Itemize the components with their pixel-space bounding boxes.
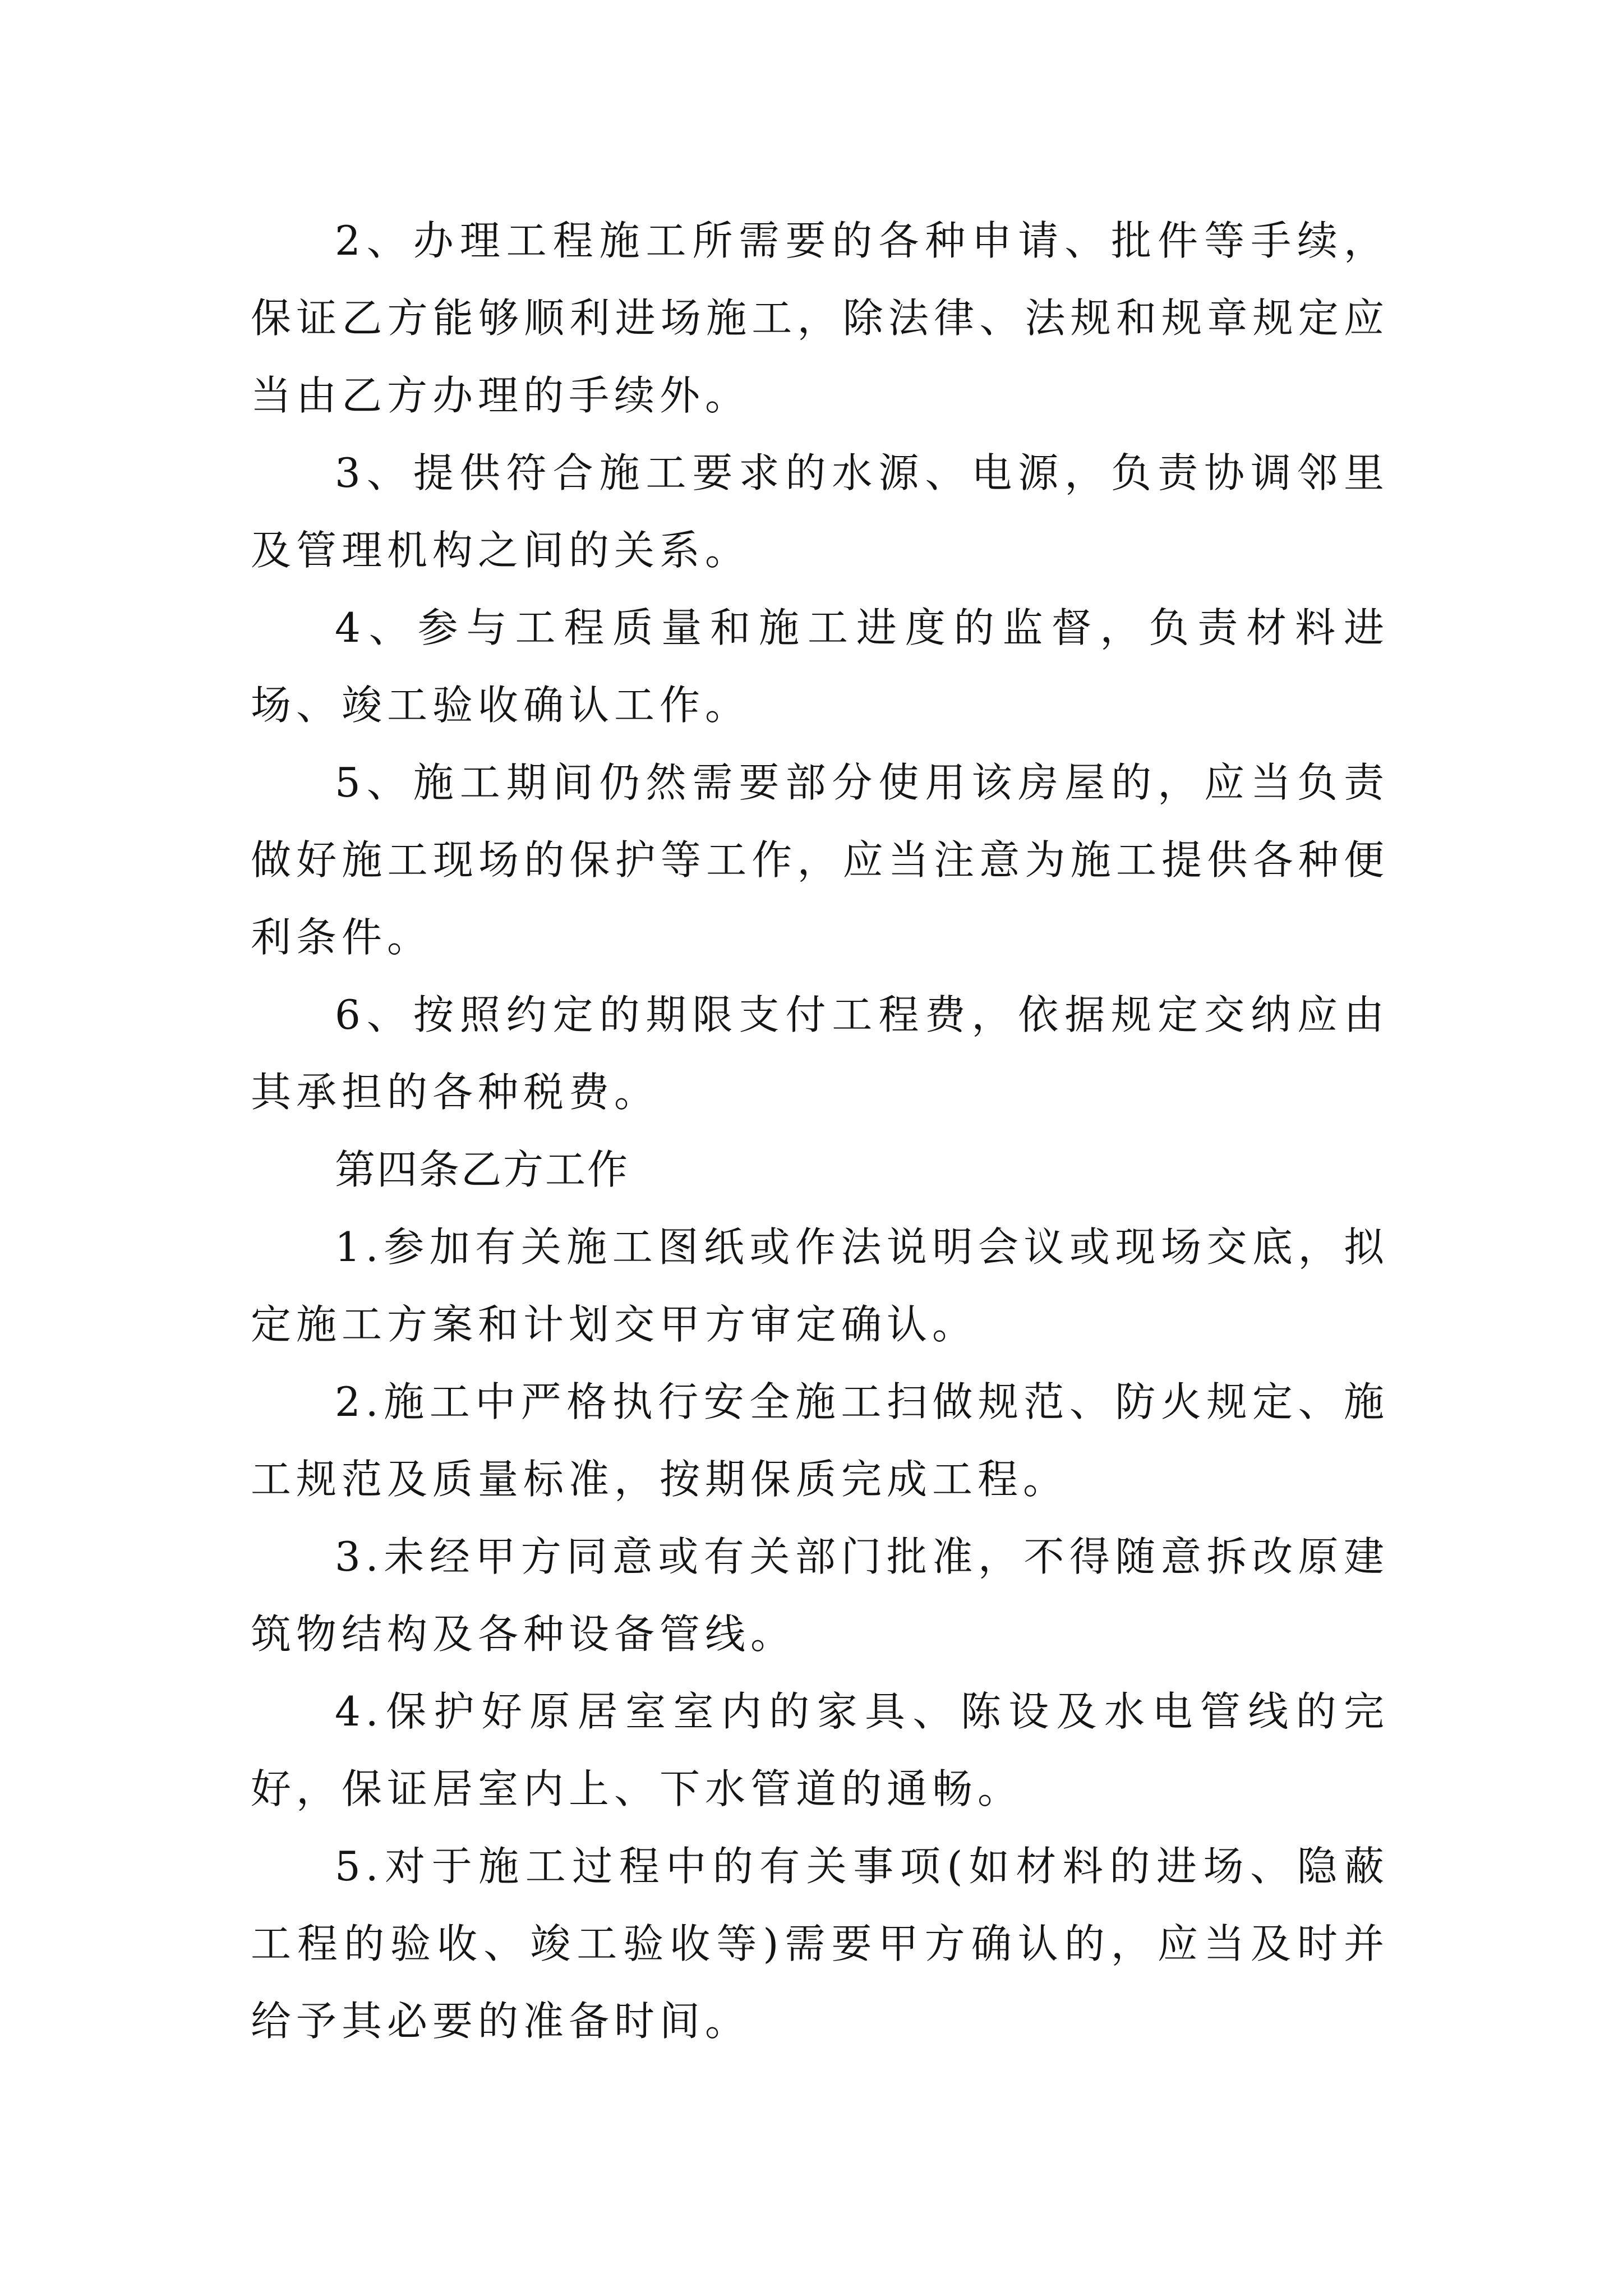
paragraph-party-b-item-5: 5.对于施工过程中的有关事项(如材料的进场、隐蔽工程的验收、竣工验收等)需要甲方确认的，应当及时并给予其必要的准备时间。 [251,1843,1389,2045]
paragraph-party-a-item-3: 3、提供符合施工要求的水源、电源，负责协调邻里及管理机构之间的关系。 [251,449,1389,574]
paragraph-party-a-item-5: 5、施工期间仍然需要部分使用该房屋的，应当负责做好施工现场的保护等工作，应当注意为施工提供各种便利条件。 [251,759,1389,961]
paragraph-party-a-item-6: 6、按照约定的期限支付工程费，依据规定交纳应由其承担的各种税费。 [251,991,1389,1116]
section-heading-article-4: 第四条乙方工作 [335,1146,630,1193]
paragraph-party-a-item-2: 2、办理工程施工所需要的各种申请、批件等手续，保证乙方能够顺利进场施工，除法律、法规和规章规定应当由乙方办理的手续外。 [251,217,1389,419]
paragraph-party-b-item-1: 1.参加有关施工图纸或作法说明会议或现场交底，拟定施工方案和计划交甲方审定确认。 [251,1223,1389,1348]
document-body [251,202,1389,2060]
paragraph-party-b-item-4: 4.保护好原居室室内的家具、陈设及水电管线的完好，保证居室内上、下水管道的通畅。 [251,1688,1389,1812]
paragraph-party-b-item-2: 2.施工中严格执行安全施工扫做规范、防火规定、施工规范及质量标准，按期保质完成工程。 [251,1378,1389,1503]
paragraph-party-a-item-4: 4、参与工程质量和施工进度的监督，负责材料进场、竣工验收确认工作。 [251,604,1389,729]
paragraph-party-b-item-3: 3.未经甲方同意或有关部门批准，不得随意拆改原建筑物结构及各种设备管线。 [251,1533,1389,1658]
